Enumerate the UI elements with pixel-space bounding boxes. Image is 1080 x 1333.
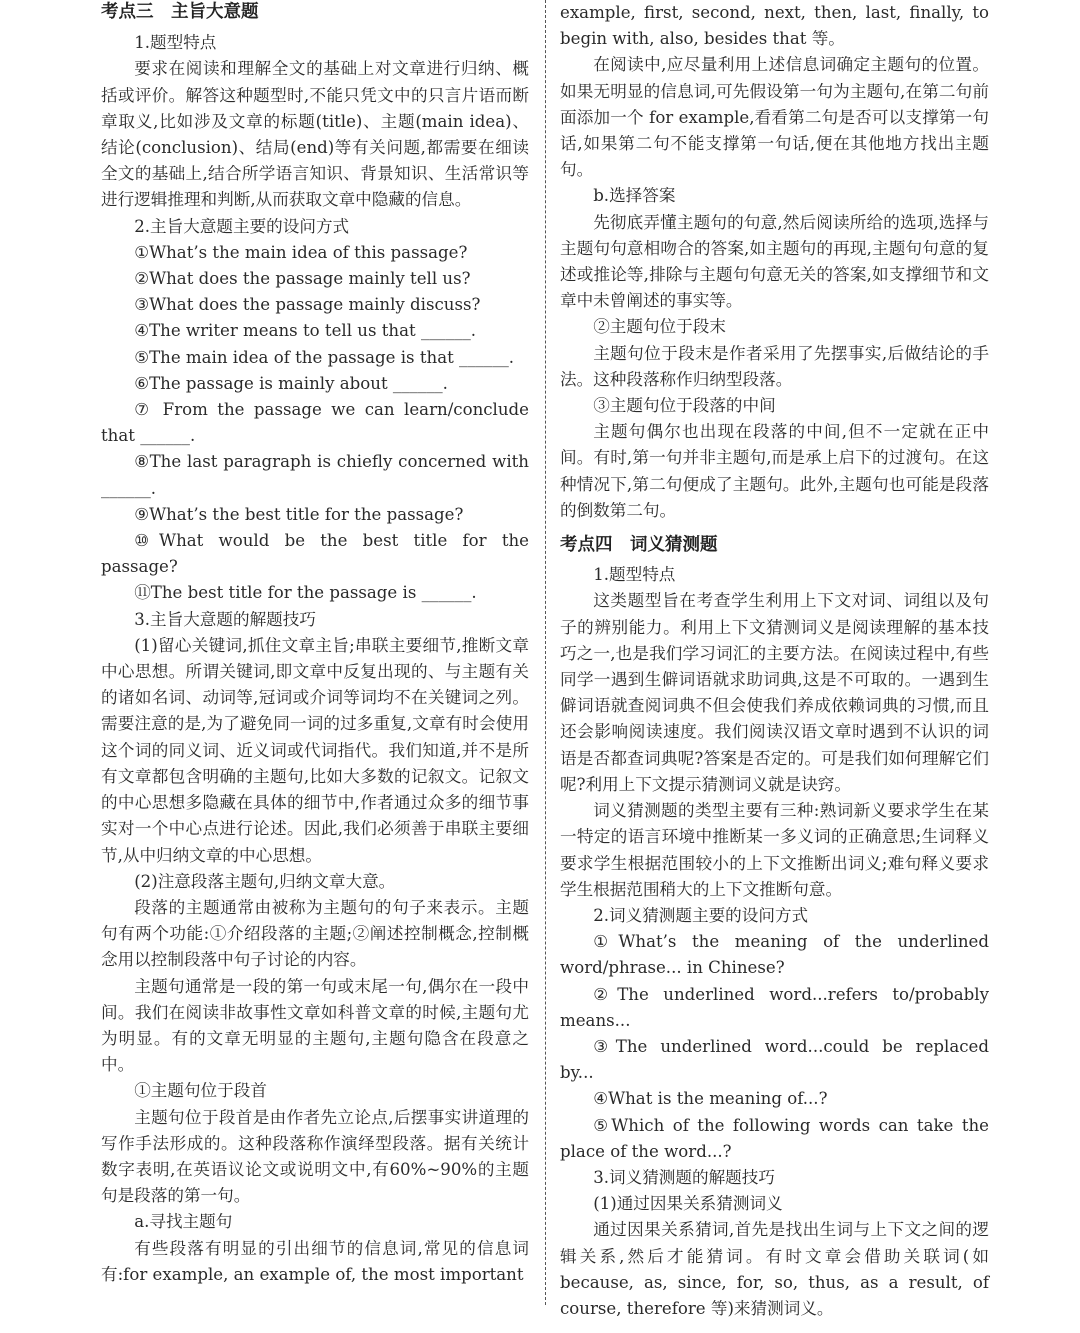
paragraph: ④What is the meaning of...?: [593, 1089, 828, 1109]
paragraph: ②主题句位于段末: [593, 317, 726, 337]
paragraph: ⑪The best title for the passage is ______.: [134, 583, 477, 603]
paragraph: 主题句位于段首是由作者先立论点,后摆事实讲道理的写作手法形成的。这种段落称作演绎型段落。据有关统计数字表明,在英语议论文或说明文中,有60%~90%的主题句是段落的第一句。: [101, 1107, 529, 1206]
paragraph: ①主题句位于段首: [134, 1081, 267, 1101]
paragraph: 词义猜测题的类型主要有三种:熟词新义要求学生在某一特定的语言环境中推断某一多义词的正确意思;生词释义要求学生根据范围较小的上下文推断出词义;难句释义要求学生根据范围稍大的上下文推断句意。: [560, 801, 989, 899]
paragraph: 主题句位于段末是作者采用了先摆事实,后做结论的手法。这种段落称作归纳型段落。: [560, 343, 989, 389]
paragraph: ①What’s the main idea of this passage?: [134, 242, 468, 262]
paragraph: ⑤The main idea of the passage is that ______.: [134, 347, 515, 367]
paragraph: 1.题型特点: [134, 33, 217, 53]
paragraph: 先彻底弄懂主题句的句意,然后阅读所给的选项,选择与主题句句意相吻合的答案,如主题句的再现,主题句句意的复述或推论等,排除与主题句句意无关的答案,如支撑细节和文章中未曾阐述的事实等。: [560, 212, 989, 311]
column-divider: [545, 0, 546, 1305]
paragraph: ⑨What’s the best title for the passage?: [134, 504, 464, 524]
paragraph: b.选择答案: [593, 186, 676, 206]
paragraph: 主题句偶尔也出现在段落的中间,但不一定就在正中间。有时,第一句并非主题句,而是承上启下的过渡句。在这种情况下,第二句便成了主题句。此外,主题句也可能是段落的倒数第二句。: [560, 422, 989, 520]
paragraph: ③The underlined word...could be replaced by...: [560, 1036, 989, 1083]
paragraph: 3.主旨大意题的解题技巧: [134, 609, 316, 629]
paragraph: ②The underlined word...refers to/probably means...: [560, 984, 989, 1030]
paragraph: ⑧The last paragraph is chiefly concerned with ______.: [101, 452, 529, 498]
paragraph: ⑦ From the passage we can learn/conclude that ______.: [101, 400, 529, 446]
paragraph: 3.词义猜测题的解题技巧: [593, 1167, 775, 1187]
paragraph: 在阅读中,应尽量利用上述信息词确定主题句的位置。如果无明显的信息词,可先假设第一句为主题句,在第二句前面添加一个 for example,看看第二句是否可以支撑第一句话,如果第二句不能支撑第一句话,便在其他地方找出主题句。: [560, 55, 989, 180]
paragraph: ③What does the passage mainly discuss?: [134, 295, 481, 315]
paragraph: 1.题型特点: [593, 565, 676, 585]
paragraph: 有些段落有明显的引出细节的信息词,常见的信息词有:for example, an example of, the most important: [101, 1238, 529, 1284]
paragraph: 2.词义猜测题主要的设问方式: [593, 905, 809, 925]
paragraph: (1)通过因果关系猜测词义: [593, 1194, 783, 1214]
paragraph: ⑤Which of the following words can take the place of the word...?: [560, 1115, 989, 1161]
paragraph: 主题句通常是一段的第一句或末尾一句,偶尔在一段中间。我们在阅读非故事性文章如科普文章的时候,主题句尤为明显。有的文章无明显的主题句,主题句隐含在段意之中。: [101, 976, 529, 1075]
paragraph: example, first, second, next, then, last, finally, to begin with, also, besides that 等。: [560, 3, 989, 49]
section-heading: 考点三 主旨大意题: [101, 2, 259, 22]
left-column: [101, 0, 529, 1288]
paragraph: 2.主旨大意题主要的设问方式: [134, 216, 350, 236]
paragraph: ③主题句位于段落的中间: [593, 396, 776, 416]
paragraph: ④The writer means to tell us that ______.: [134, 321, 477, 341]
paragraph: 段落的主题通常由被称为主题句的句子来表示。主题句有两个功能:①介绍段落的主题;②阐述控制概念,控制概念用以控制段落中句子讨论的内容。: [101, 897, 529, 970]
paragraph: ①What’s the meaning of the underlined word/phrase... in Chinese?: [560, 932, 989, 978]
paragraph: 要求在阅读和理解全文的基础上对文章进行归纳、概括或评价。解答这种题型时,不能只凭文中的只言片语而断章取义,比如涉及文章的标题(title)、主题(main idea)、结论(conclusion)、结局(end)等有关问题,都需要在细读全文的基础上,结合所学语言知识、背景知识、生活常识等进行逻辑推理和判断,从而获取文章中隐藏的信息。: [101, 59, 529, 210]
paragraph: a.寻找主题句: [134, 1212, 233, 1232]
paragraph: (2)注意段落主题句,归纳文章大意。: [134, 871, 396, 891]
paragraph: ⑥The passage is mainly about ______.: [134, 373, 448, 393]
paragraph: (1)留心关键词,抓住文章主旨;串联主要细节,推断文章中心思想。所谓关键词,即文章中反复出现的、与主题有关的诸如名词、动词等,冠词或介词等词均不在关键词之列。需要注意的是,为了避免同一词的过多重复,文章有时会使用这个词的同义词、近义词或代词指代。我们知道,并不是所有文章都包含明确的主题句,比如大多数的记叙文。记叙文的中心思想多隐藏在具体的细节中,作者通过众多的细节事实对一个中心点进行论述。因此,我们必须善于串联主要细节,从中归纳文章的中心思想。: [101, 635, 529, 865]
right-column: [560, 0, 989, 1322]
paragraph: 这类题型旨在考查学生利用上下文对词、词组以及句子的辨别能力。利用上下文猜测词义是阅读理解的基本技巧之一,也是我们学习词汇的主要方法。在阅读过程中,有些同学一遇到生僻词语就求助词典,这是不可取的。一遇到生僻词语就查阅词典不但会使我们养成依赖词典的习惯,而且还会影响阅读速度。我们阅读汉语文章时遇到不认识的词语是否都查词典呢?答案是否定的。可是我们如何理解它们呢?利用上下文提示猜测词义就是诀窍。: [560, 591, 989, 794]
paragraph: 通过因果关系猜词,首先是找出生词与上下文之间的逻辑关系,然后才能猜词。有时文章会借助关联词(如because, as, since, for, so, thus, as a result, of course, therefore 等)来猜测词义。: [560, 1220, 989, 1318]
section-heading: 考点四 词义猜测题: [560, 535, 718, 556]
paragraph: ②What does the passage mainly tell us?: [134, 269, 471, 289]
paragraph: ⑩What would be the best title for the passage?: [101, 531, 529, 577]
